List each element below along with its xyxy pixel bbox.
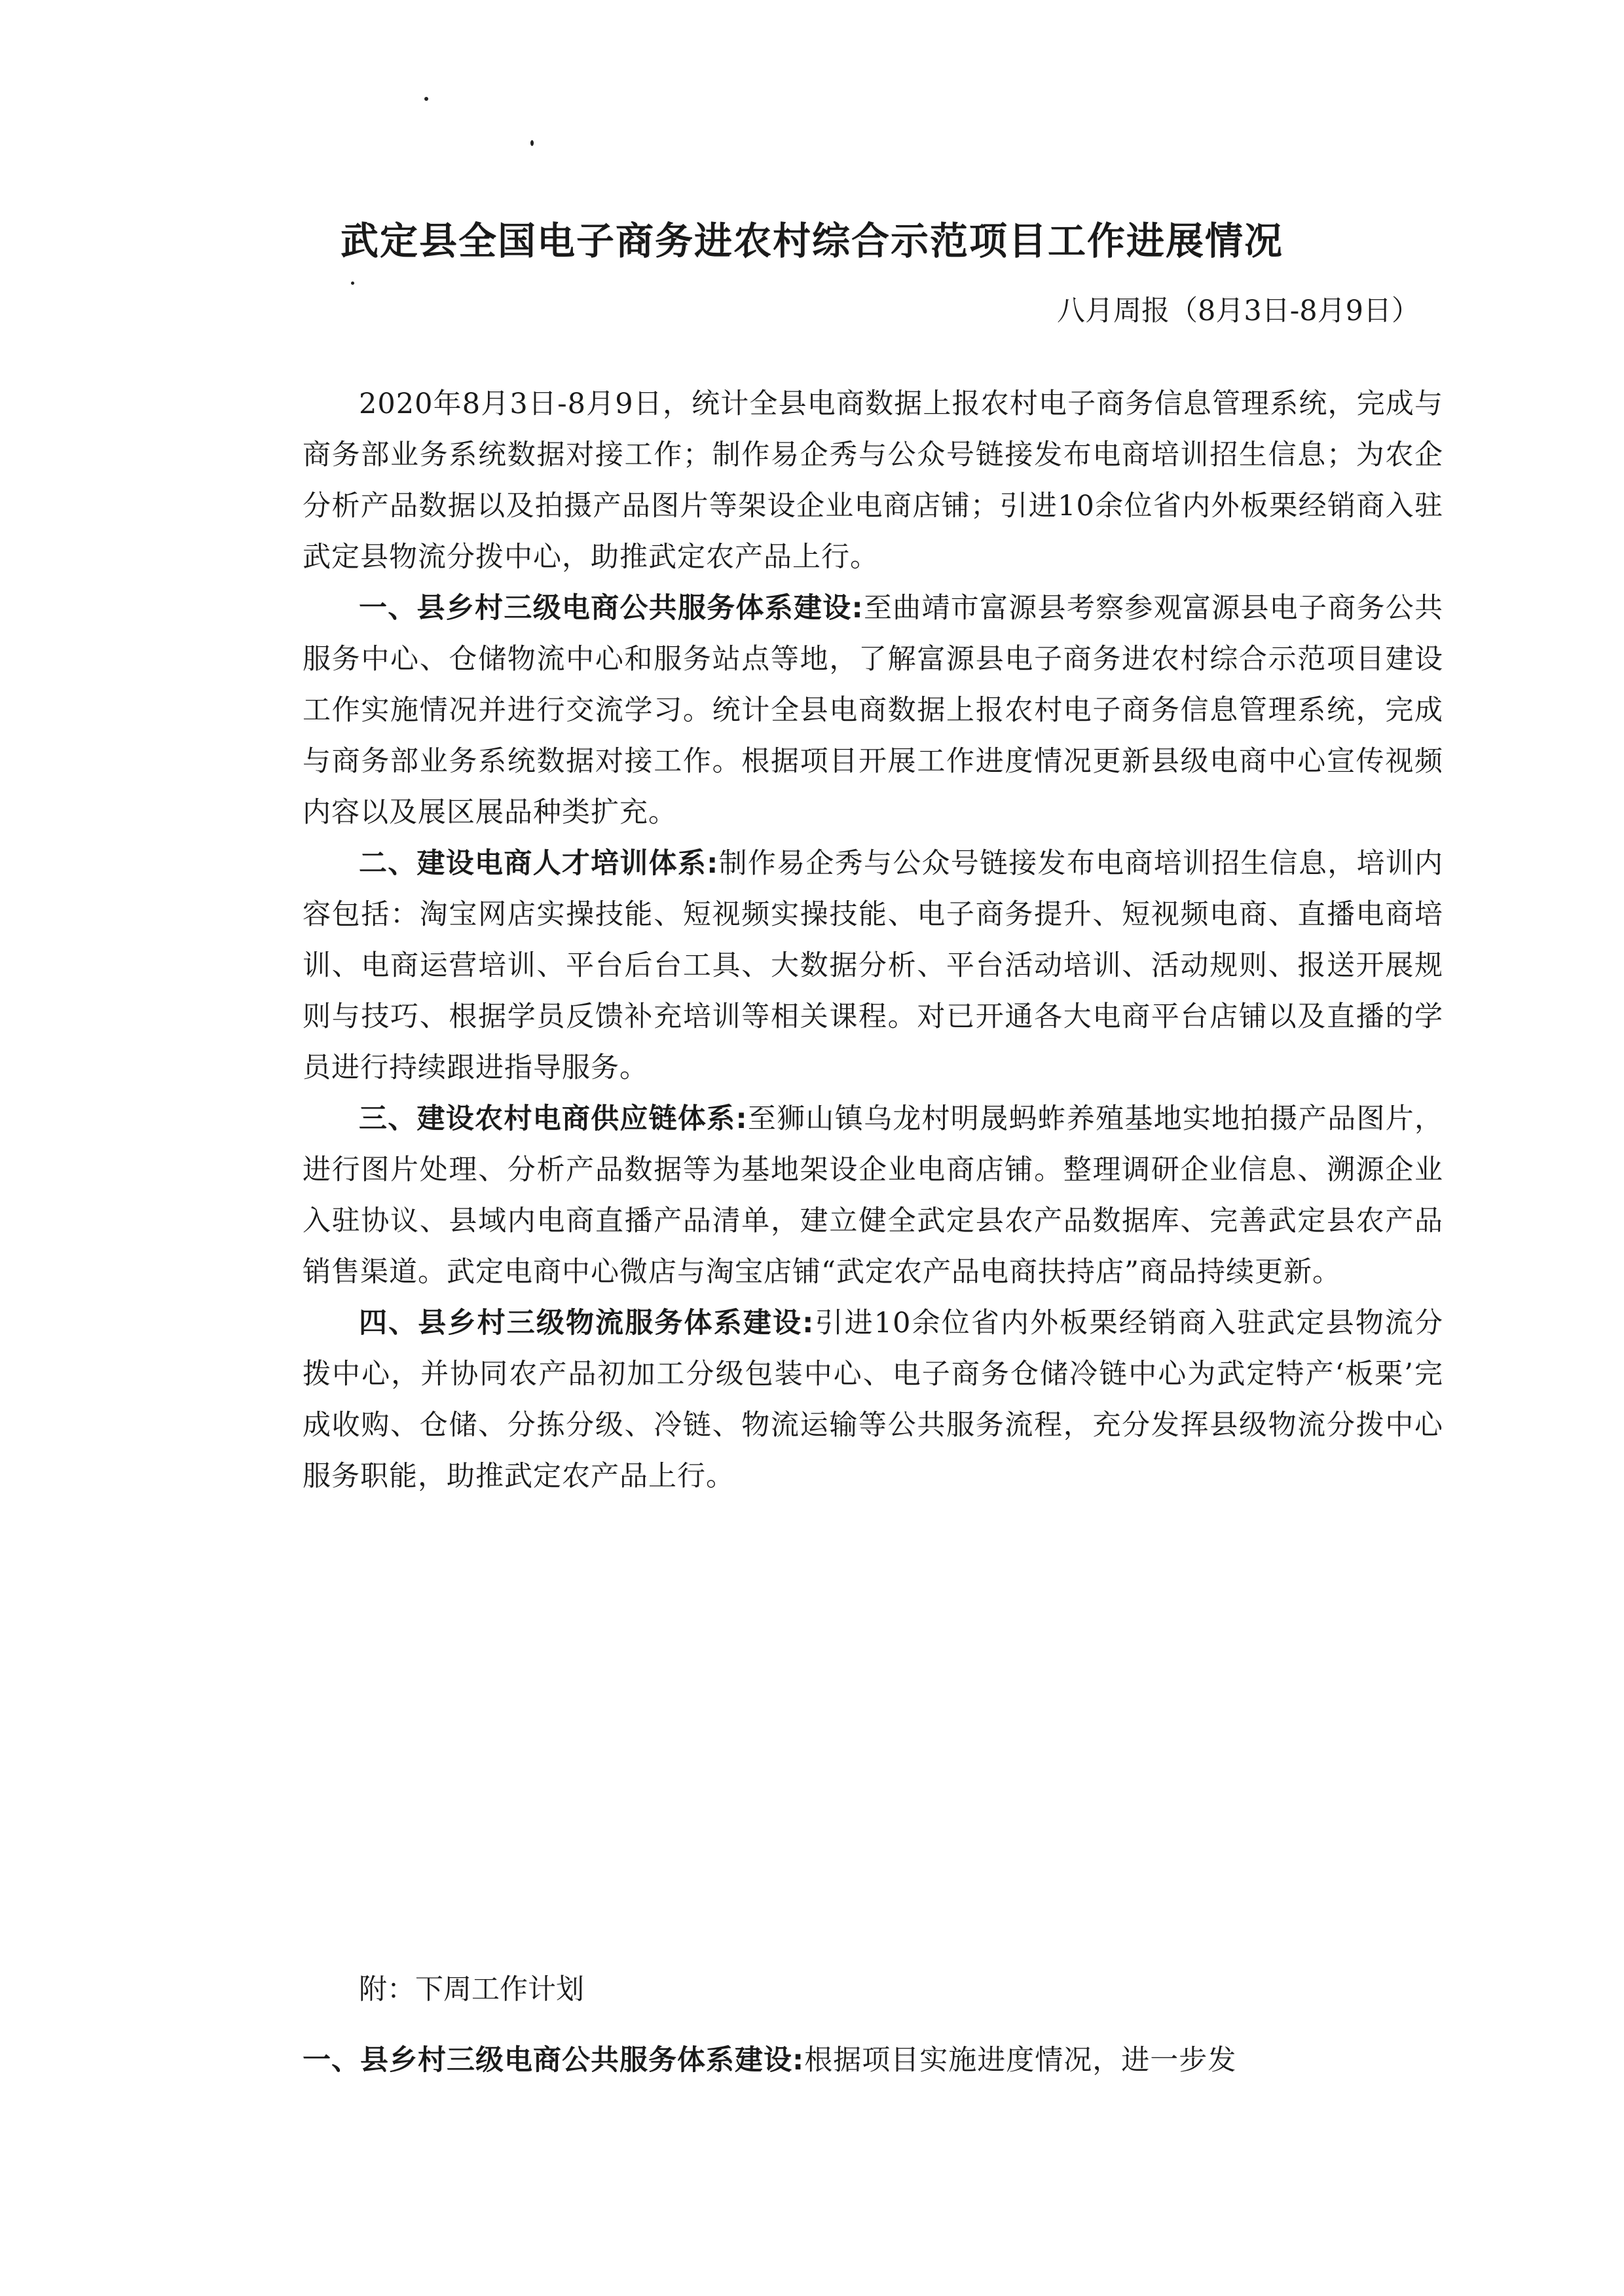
document-body (303, 378, 1443, 1502)
intro-paragraph (303, 378, 1443, 583)
section-heading: 四、县乡村三级物流服务体系建设: (359, 1307, 815, 1339)
section-paragraph (303, 583, 1443, 838)
appendix-item-heading: 一、县乡村三级电商公共服务体系建设: (303, 2044, 805, 2077)
document-title: 武定县全国电子商务进农村综合示范项目工作进展情况 (340, 219, 1283, 263)
section-heading: 一、县乡村三级电商公共服务体系建设: (359, 592, 864, 625)
section-text: 至狮山镇乌龙村明晟蚂蚱养殖基地实地拍摄产品图片，进行图片处理、分析产品数据等为基地架设企业电商店铺。整理调研企业信息、溯源企业入驻协议、县域内电商直播产品清单，建立健全武定县农产品数据库、完善武定县农产品销售渠道。武定电商中心微店与淘宝店铺“武定农产品电商扶持店”商品持续更新。 (303, 1102, 1443, 1288)
appendix-heading: 附：下周工作计划 (359, 1973, 584, 2006)
appendix-item (303, 2035, 1443, 2086)
appendix (303, 1964, 1443, 2086)
section-text: 至曲靖市富源县考察参观富源县电子商务公共服务中心、仓储物流中心和服务站点等地，了解富源县电子商务进农村综合示范项目建设工作实施情况并进行交流学习。统计全县电商数据上报农村电子商务信息管理系统，完成与商务部业务系统数据对接工作。根据项目开展工作进度情况更新县级电商中心宣传视频内容以及展区展品种类扩充。 (303, 592, 1443, 829)
scan-speck (530, 140, 534, 146)
section-paragraph (303, 1298, 1443, 1502)
section-paragraph (303, 838, 1443, 1093)
section-heading: 二、建设电商人才培训体系: (359, 847, 719, 880)
paragraph-text: 2020年8月3日-8月9日，统计全县电商数据上报农村电子商务信息管理系统，完成与商务部业务系统数据对接工作；制作易企秀与公众号链接发布电商培训招生信息；为农企分析产品数据以及拍摄产品图片等架设企业电商店铺；引进10余位省内外板栗经销商入驻武定县物流分拨中心，助推武定农产品上行。 (303, 388, 1443, 574)
section-text: 制作易企秀与公众号链接发布电商培训招生信息，培训内容包括：淘宝网店实操技能、短视频实操技能、电子商务提升、短视频电商、直播电商培训、电商运营培训、平台后台工具、大数据分析、平台活动培训、活动规则、报送开展规则与技巧、根据学员反馈补充培训等相关课程。对已开通各大电商平台店铺以及直播的学员进行持续跟进指导服务。 (303, 847, 1443, 1084)
section-text: 引进10余位省内外板栗经销商入驻武定县物流分拨中心，并协同农产品初加工分级包装中心、电子商务仓储冷链中心为武定特产‘板栗’完成收购、仓储、分拣分级、冷链、物流运输等公共服务流程，充分发挥县级物流分拨中心服务职能，助推武定农产品上行。 (303, 1307, 1443, 1493)
scan-speck (424, 97, 428, 101)
scan-speck (351, 282, 354, 285)
document-subtitle: 八月周报（8月3日-8月9日） (1057, 295, 1420, 327)
section-heading: 三、建设农村电商供应链体系: (359, 1102, 748, 1135)
section-paragraph (303, 1093, 1443, 1298)
appendix-item-text: 根据项目实施进度情况，进一步发 (804, 2044, 1237, 2077)
